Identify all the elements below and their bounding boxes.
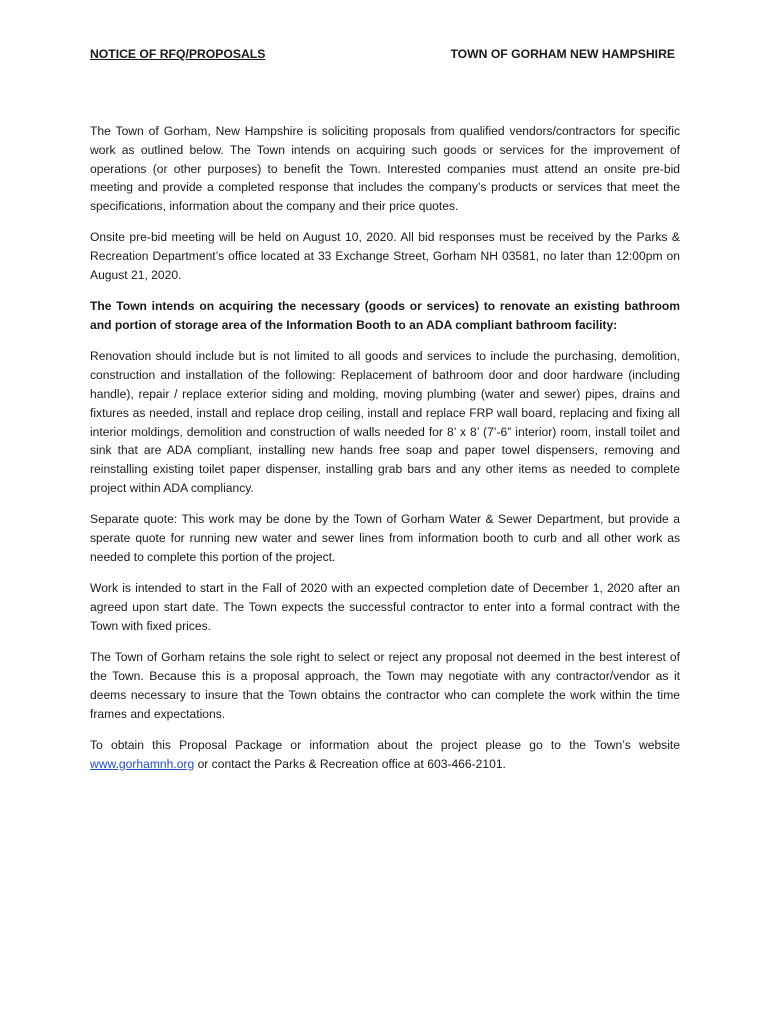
separate-quote-paragraph: Separate quote: This work may be done by the Town of Gorham Water & Sewer Department, but provide a sperate quote for running new water and sewer lines from information booth to curb and all other work as needed to complete this portion of the project.	[90, 512, 680, 564]
meeting-paragraph: Onsite pre-bid meeting will be held on August 10, 2020. All bid responses must be received by the Parks & Recreation Department’s office located at 33 Exchange Street, Gorham NH 03581, no later than 12:00pm on August 21, 2020.	[90, 230, 680, 283]
rights-paragraph: The Town of Gorham retains the sole right to select or reject any proposal not deemed in the best interest of the Town. Because this is a proposal approach, the Town may negotiate with any contractor/vendor as it deems necessary to insure that the Town obtains the contractor who can complete the work within the time frames and expectations.	[90, 650, 680, 721]
page-header	[90, 47, 675, 61]
website-link[interactable]: www.gorhamnh.org	[90, 756, 195, 771]
contact-text-before: To obtain this Proposal Package or information about the project please go to the Town’s website	[90, 737, 680, 752]
contact-text-after: or contact the Parks & Recreation office at 603-466-2101.	[194, 756, 506, 771]
document-body	[90, 122, 680, 786]
intent-paragraph: The Town intends on acquiring the necessary (goods or services) to renovate an existing bathroom and portion of storage area of the Information Booth to an ADA compliant bathroom facility:	[90, 299, 680, 333]
intro-paragraph: The Town of Gorham, New Hampshire is soliciting proposals from qualified vendors/contractors for specific work as outlined below. The Town intends on acquiring such goods or services for the improvement of operations (or other purposes) to benefit the Town. Interested companies must attend an onsite pre-bid meeting and provide a completed response that includes the company’s products or services that meet the specifications, information about the company and their price quotes.	[90, 124, 680, 214]
schedule-paragraph: Work is intended to start in the Fall of 2020 with an expected completion date of December 1, 2020 after an agreed upon start date. The Town expects the successful contractor to enter into a formal contract with the Town with fixed prices.	[90, 581, 680, 633]
contact-paragraph	[90, 736, 680, 774]
notice-title: NOTICE OF RFQ/PROPOSALS	[90, 47, 266, 61]
renovation-paragraph: Renovation should include but is not limited to all goods and services to include the purchasing, demolition, construction and installation of the following: Replacement of bathroom door and door hardware (including handle), repair / replace exterior siding and molding, moving plumbing (water and sewer) pipes, drains and fixtures as needed, install and replace drop ceiling, install and replace FRP wall board, replacing and fixing all interior moldings, demolition and construction of walls needed for 8’ x 8’ (7’-6” interior) room, install toilet and sink that are ADA compliant, installing new hands free soap and paper towel dispensers, removing and reinstalling existing toilet paper dispenser, installing grab bars and any other items as needed to complete project within ADA compliancy.	[90, 349, 680, 496]
town-title: TOWN OF GORHAM NEW HAMPSHIRE	[450, 47, 675, 61]
